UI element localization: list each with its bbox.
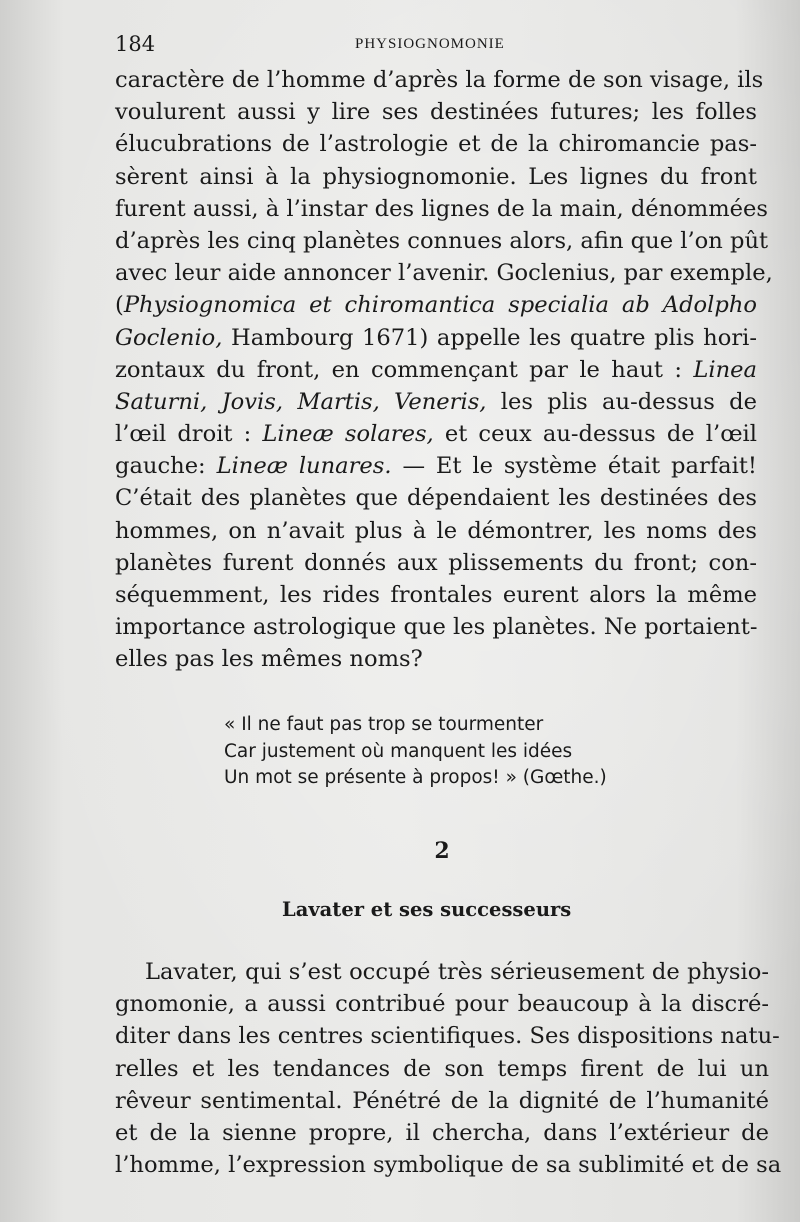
quote-line: Car justement où manquent les idées: [224, 740, 573, 762]
text-line: relles et les tendances de son temps firent de lui un: [115, 1055, 769, 1082]
text-line: élucubrations de l’astrologie et de la chiromancie pas-: [115, 131, 757, 158]
text-line: d’après les cinq planètes connues alors, afin que l’on pût: [115, 227, 769, 254]
text-line: elles pas les mêmes noms?: [115, 646, 423, 673]
text-line: et de la sienne propre, il chercha, dans l’extérieur de: [115, 1119, 769, 1146]
text-line: l’homme, l’expression symbolique de sa sublimité et de sa: [115, 1152, 782, 1179]
running-title: PHYSIOGNOMONIE: [355, 36, 505, 52]
text-line: rêveur sentimental. Pénétré de la dignité de l’humanité: [115, 1087, 769, 1114]
text-line: l’œil droit : Lineæ solares, et ceux au-dessus de l’œil: [115, 421, 757, 448]
text-line: C’était des planètes que dépendaient les destinées des: [115, 485, 757, 512]
text-line: avec leur aide annoncer l’avenir. Goclenius, par exemple,: [115, 260, 773, 287]
text-line: hommes, on n’avait plus à le démontrer, les noms des: [115, 517, 757, 544]
quote-line: Un mot se présente à propos! » (Gœthe.): [224, 767, 607, 788]
text-line: gnomonie, a aussi contribué pour beaucoup à la discré-: [115, 991, 769, 1018]
text-line: Saturni, Jovis, Martis, Veneris, les plis au-dessus de: [115, 388, 757, 415]
section-paragraph: [115, 956, 782, 1181]
text-line: caractère de l’homme d’après la forme de son visage, ils: [115, 67, 764, 93]
main-paragraph: [115, 64, 773, 676]
page-number: 184: [115, 32, 156, 56]
text-line: voulurent aussi y lire ses destinées futures; les folles: [115, 99, 757, 126]
section-title: Lavater et ses successeurs: [282, 898, 572, 921]
text-line: gauche: Lineæ lunares. — Et le système était parfait!: [115, 453, 757, 480]
section-number: 2: [434, 838, 450, 864]
text-line: diter dans les centres scientifiques. Ses dispositions natu-: [115, 1023, 780, 1050]
text-line: furent aussi, à l’instar des lignes de la main, dénommées: [115, 195, 768, 222]
text-line: Goclenio, Hambourg 1671) appelle les quatre plis hori-: [115, 324, 757, 351]
text-line: planètes furent donnés aux plissements du front; con-: [115, 549, 757, 576]
page-header: [115, 32, 755, 58]
quote-line: « Il ne faut pas trop se tourmenter: [224, 714, 544, 735]
text-line: séquemment, les rides frontales eurent alors la même: [115, 582, 757, 608]
text-line: Lavater, qui s’est occupé très sérieusement de physio-: [145, 959, 769, 985]
goethe-quote: [224, 712, 607, 792]
text-line: (Physiognomica et chiromantica specialia ab Adolpho: [115, 292, 757, 319]
text-line: zontaux du front, en commençant par le haut : Linea: [115, 356, 757, 383]
text-line: importance astrologique que les planètes. Ne portaient-: [115, 614, 758, 641]
text-line: sèrent ainsi à la physiognomonie. Les lignes du front: [115, 163, 757, 190]
